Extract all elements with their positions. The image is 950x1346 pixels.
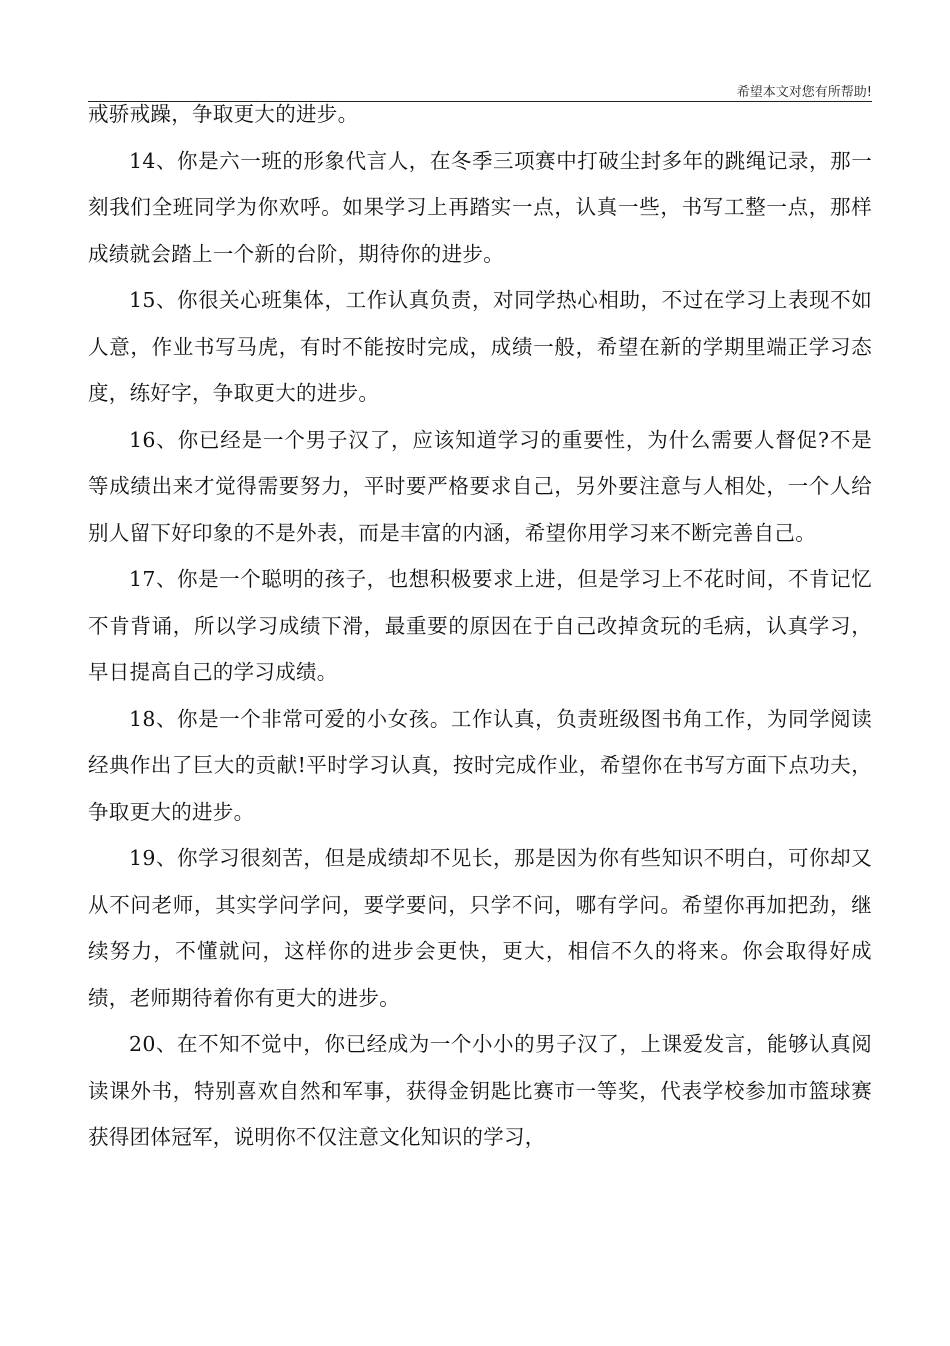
paragraph-14: 14、你是六一班的形象代言人，在冬季三项赛中打破尘封多年的跳绳记录，那一刻我们全班同学为你欢呼。如果学习上再踏实一点，认真一些，书写工整一点，那样成绩就会踏上一个新的台阶，期待你的进步。 <box>88 148 872 266</box>
paragraph-19: 19、你学习很刻苦，但是成绩却不见长，那是因为你有些知识不明白，可你却又从不问老师，其实学问学问，要学要问，只学不问，哪有学问。希望你再加把劲，继续努力，不懂就问，这样你的进步会更快，更大，相信不久的将来。你会取得好成绩，老师期待着你有更大的进步。 <box>88 846 872 1010</box>
paragraph-20: 20、在不知不觉中，你已经成为一个小小的男子汉了，上课爱发言，能够认真阅读课外书，特别喜欢自然和军事，获得金钥匙比赛市一等奖，代表学校参加市篮球赛获得团体冠军，说明你不仅注意文化知识的学习， <box>88 1032 872 1149</box>
paragraph-17: 17、你是一个聪明的孩子，也想积极要求上进，但是学习上不花时间，不肯记忆不肯背诵，所以学习成绩下滑，最重要的原因在于自己改掉贪玩的毛病，认真学习，早日提高自己的学习成绩。 <box>88 567 872 684</box>
page-header-text: 希望本文对您有所帮助! <box>736 85 872 100</box>
paragraph-18: 18、你是一个非常可爱的小女孩。工作认真，负责班级图书角工作，为同学阅读经典作出了巨大的贡献!平时学习认真，按时完成作业，希望你在书写方面下点功夫，争取更大的进步。 <box>88 706 872 824</box>
paragraph-15: 15、你很关心班集体，工作认真负责，对同学热心相助，不过在学习上表现不如人意，作业书写马虎，有时不能按时完成，成绩一般，希望在新的学期里端正学习态度，练好字，争取更大的进步。 <box>88 288 872 405</box>
paragraph-16: 16、你已经是一个男子汉了，应该知道学习的重要性，为什么需要人督促?不是等成绩出来才觉得需要努力，平时要严格要求自己，另外要注意与人相处，一个人给别人留下好印象的不是外表，而是丰富的内涵，希望你用学习来不断完善自己。 <box>88 427 872 545</box>
document-body <box>88 91 872 1161</box>
paragraph-continuation: 戒骄戒躁，争取更大的进步。 <box>88 102 359 126</box>
